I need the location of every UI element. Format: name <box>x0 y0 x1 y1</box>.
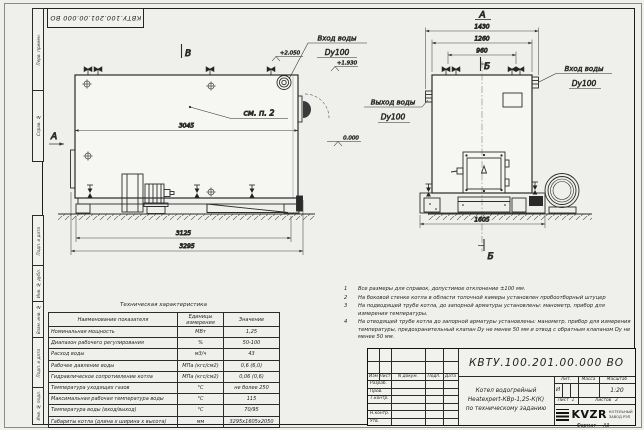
svg-text:Dy100: Dy100 <box>380 112 406 122</box>
dim-960-label: 960 <box>476 47 488 55</box>
change-header-izm: Изм <box>369 374 378 379</box>
valve-icon <box>84 67 92 75</box>
sign-row-tkontr: Т.контр. <box>370 396 389 402</box>
ground-hatch <box>58 215 315 221</box>
svg-text:Вход воды: Вход воды <box>317 34 357 43</box>
sheets-cell: Листов 2 <box>595 398 618 403</box>
inlet-flange <box>532 77 539 88</box>
side-view <box>49 35 367 256</box>
note-item: 2 На боковой стенке котла в области топочной камеры установлен пробоотборный штуцер <box>344 294 606 301</box>
sheet-cell: Лист 1 <box>557 398 575 403</box>
section-mark-top: Б <box>484 62 491 72</box>
product-description: Котел водогрейный Heatexpert-КВр-1,25-К(К) по техническому заданию <box>465 388 547 412</box>
view-mark-B: В <box>185 49 192 59</box>
skid-frame-side <box>76 198 299 213</box>
sign-row-utv: Утв. <box>370 418 380 424</box>
valve-icon <box>508 67 516 75</box>
spec-row: Расход воды м3/ч 43 <box>49 349 280 360</box>
side-port <box>298 94 329 122</box>
spec-row: Габариты котла (длина х ширина х высота) мм 3295х1605х2050 <box>49 416 280 427</box>
spec-header-row: Наименование показателя Единицы измерения Значение <box>49 313 280 327</box>
lit-value: И <box>555 387 561 393</box>
margin-box-sprav-no: Справ. № <box>32 90 44 162</box>
lit-label: Лит. <box>561 377 571 382</box>
title-block <box>367 348 636 426</box>
svg-text:+2.050: +2.050 <box>279 50 301 57</box>
rear-plate <box>71 150 76 188</box>
scale-value: 1:20 <box>610 386 624 394</box>
boiler-body-side <box>75 75 298 198</box>
outlet-flange <box>426 91 433 102</box>
margin-box-perv-primen: Перв. примен. <box>32 8 44 92</box>
dim-3295-label: 3295 <box>179 243 195 250</box>
svg-text:Dy100: Dy100 <box>571 79 597 88</box>
spec-row: Гидравлическое сопротивление котла МПа (кгс/см2) 0,06 (0,6) <box>49 371 280 382</box>
margin-box-inv-dubl: Инв. № дубл. <box>32 265 44 303</box>
valve-icon <box>267 67 275 75</box>
dim-1260-label: 1260 <box>474 35 490 43</box>
svg-text:+1.930: +1.930 <box>336 60 358 67</box>
change-header-docnum: N докум. <box>398 374 418 379</box>
change-header-podp: Подп. <box>427 374 441 379</box>
section-mark-bottom: Б <box>487 252 494 262</box>
dim-1605-label: 1605 <box>474 216 490 224</box>
svg-text:Вход воды: Вход воды <box>564 65 604 73</box>
spec-row: Номинальная мощность МВт 1,25 <box>49 327 280 338</box>
dim-1430-label: 1430 <box>474 23 490 31</box>
fan-duct <box>529 196 543 206</box>
sign-row-prov: Пров. <box>370 388 383 394</box>
spec-table-title: Техническая характеристика <box>120 302 207 308</box>
spec-table <box>48 299 279 428</box>
view-mark-A: А <box>51 132 58 142</box>
fan-icon <box>545 174 579 214</box>
margin-box-vzam-inv: Взам. инв. № <box>32 301 44 339</box>
svg-text:Dy100: Dy100 <box>324 48 350 57</box>
mass-label: Масса <box>581 377 596 382</box>
valve-icon <box>516 67 524 75</box>
valve-icon <box>442 67 450 75</box>
spec-row: Рабочее давление воды МПа (кгс/см2) 0,6 (6,0) <box>49 360 280 371</box>
spec-row: Температура воды (вход/выход) °С 70/95 <box>49 405 280 416</box>
format-label: Формат А3 <box>576 424 610 430</box>
dim-3045-label: 3045 <box>178 122 195 130</box>
front-outlet-callout <box>364 99 428 123</box>
notes-list <box>344 286 636 343</box>
change-header-data: Дата <box>444 374 457 379</box>
valve-icon <box>94 67 102 75</box>
kvzr-logo-subtitle: КОТЕЛЬНЫЙ ЗАВОД РЭП <box>608 409 633 419</box>
top-stamp-number: КВТУ.100.201.00.000 ВО <box>49 14 142 22</box>
valve-icon <box>452 67 460 75</box>
valve-icon <box>206 67 214 75</box>
front-inlet-callout <box>539 65 612 89</box>
svg-text:0.000: 0.000 <box>343 135 359 142</box>
sign-row-blank <box>368 403 393 411</box>
kvzr-logo: KVZR КОТЕЛЬНЫЙ ЗАВОД РЭП <box>554 404 635 425</box>
note-item: 4 На отводящей трубе котла до запорной арматуры установлены: манометр, прибор для измерения температуры, предохранительный клапан Dу не менее 50 мм и отвод с обратным клапаном Dу не менее 50 мм. <box>344 319 631 341</box>
spec-row: Диапазон рабочего регулирования % 50-100 <box>49 338 280 349</box>
sign-row-nkontr: Н.контр. <box>370 411 390 417</box>
ground-hatch <box>428 215 592 221</box>
doc-number: КВТУ.100.201.00.000 ВО <box>468 356 625 369</box>
svg-text:Выход воды: Выход воды <box>370 98 416 107</box>
sign-row-razrab: Разраб. <box>370 381 387 387</box>
dim-3125-label: 3125 <box>175 230 192 237</box>
scale-label: Масштаб <box>606 377 628 382</box>
change-header-list: Лист <box>379 374 391 379</box>
svg-text:см. п. 2: см. п. 2 <box>243 108 275 118</box>
view-label-A: А <box>479 10 486 21</box>
spec-row: Температура уходящих газов °С не более 250 <box>49 382 280 393</box>
margin-box-podp-data-1: Подп. и дата <box>32 215 44 267</box>
front-view <box>364 11 612 263</box>
note-item: 1 Все размеры для справок, допустимое отклонение ±100 мм. <box>344 286 526 292</box>
drain-valve-icon <box>426 184 432 197</box>
margin-box-podp-data-2: Подп. и дата <box>32 337 44 389</box>
margin-box-inv-podl: Инв. № подл. <box>32 387 44 425</box>
kvzr-logo-icon <box>556 409 569 421</box>
spec-row: Максимальная рабочая температура воды °С 115 <box>49 394 280 405</box>
skid-frame-front <box>420 193 545 213</box>
note-item: 3 На подводящей трубе котла, до запорной арматуры установлены: манометр, прибор для измерения температуры. <box>344 303 605 317</box>
